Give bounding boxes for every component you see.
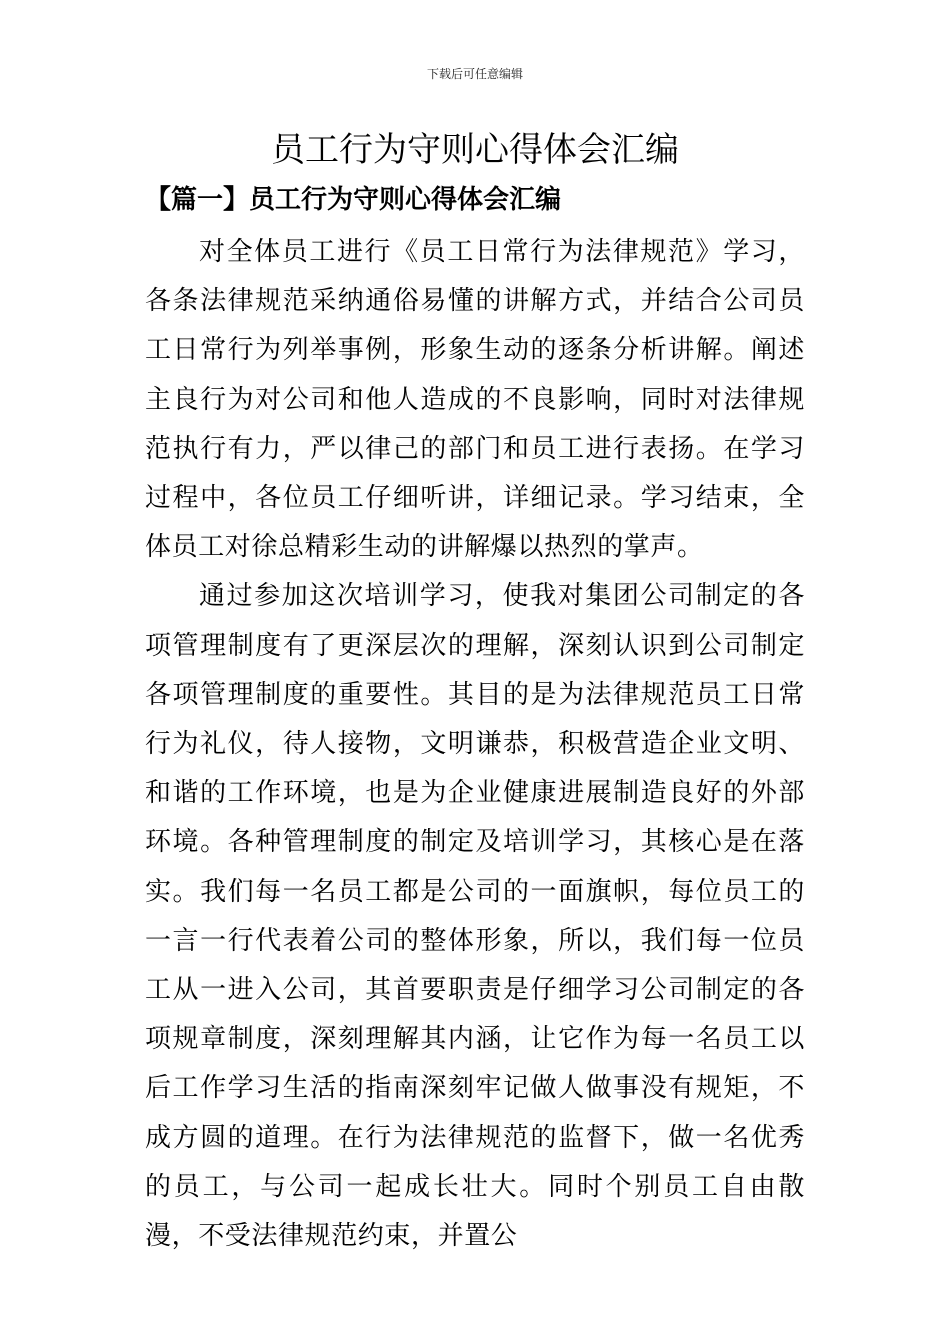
document-title: 员工行为守则心得体会汇编 <box>271 130 679 170</box>
body-text <box>145 228 805 1261</box>
section-heading: 【篇一】员工行为守则心得体会汇编 <box>145 185 562 215</box>
paragraph-2: 通过参加这次培训学习，使我对集团公司制定的各项管理制度有了更深层次的理解，深刻认识到公司制定各项管理制度的重要性。其目的是为法律规范员工日常行为礼仪，待人接物，文明谦恭，积极营造企业文明、和谐的工作环境，也是为企业健康进展制造良好的外部环境。各种管理制度的制定及培训学习，其核心是在落实。我们每一名员工都是公司的一面旗帜，每位员工的一言一行代表着公司的整体形象，所以，我们每一位员工从一进入公司，其首要职责是仔细学习公司制定的各项规章制度，深刻理解其内涵，让它作为每一名员工以后工作学习生活的指南深刻牢记做人做事没有规矩，不成方圆的道理。在行为法律规范的监督下，做一名优秀的员工，与公司一起成长壮大。同时个别员工自由散漫，不受法律规范约束，并置公 <box>145 581 805 1252</box>
header-note: 下载后可任意编辑 <box>426 67 523 81</box>
paragraph-1: 对全体员工进行《员工日常行为法律规范》学习，各条法律规范采纳通俗易懂的讲解方式，并结合公司员工日常行为列举事例，形象生动的逐条分析讲解。阐述主良行为对公司和他人造成的不良影响，同时对法律规范执行有力，严以律己的部门和员工进行表扬。在学习过程中，各位员工仔细听讲，详细记录。学习结束，全体员工对徐总精彩生动的讲解爆以热烈的掌声。 <box>145 237 805 563</box>
